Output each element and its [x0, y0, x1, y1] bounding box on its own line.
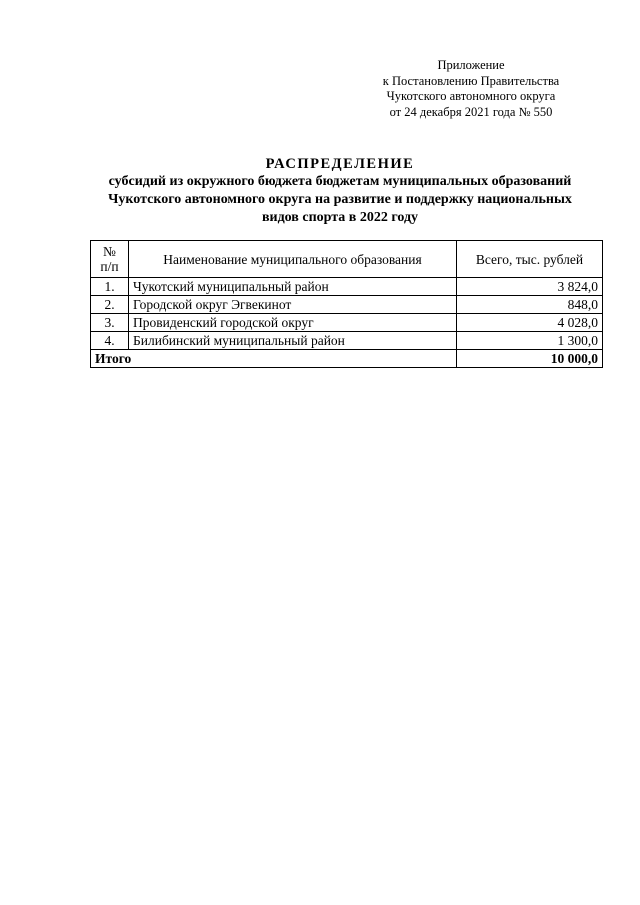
header-municipality: Наименование муниципального образования — [129, 241, 457, 278]
row-amount: 4 028,0 — [457, 314, 603, 332]
subtitle-line: субсидий из окружного бюджета бюджетам муниципальных образований — [108, 174, 572, 189]
row-index: 1. — [91, 278, 129, 296]
row-municipality: Билибинский муниципальный район — [129, 332, 457, 350]
row-municipality: Городской округ Эгвекинот — [129, 296, 457, 314]
appendix-line: Чукотского автономного округа — [386, 89, 556, 103]
table-row — [91, 278, 603, 296]
header-number-abbr: п/п — [100, 259, 119, 274]
table-row — [91, 314, 603, 332]
header-total: Всего, тыс. рублей — [457, 241, 603, 278]
table-total-row — [91, 350, 603, 368]
document-title: РАСПРЕДЕЛЕНИЕ — [265, 156, 415, 172]
subtitle-line: видов спорта в 2022 году — [261, 210, 419, 225]
row-amount: 3 824,0 — [457, 278, 603, 296]
header-number-symbol: № — [103, 244, 116, 259]
row-index: 3. — [91, 314, 129, 332]
row-amount: 1 300,0 — [457, 332, 603, 350]
row-index: 4. — [91, 332, 129, 350]
appendix-line: от 24 декабря 2021 года № 550 — [389, 104, 553, 119]
row-amount: 848,0 — [457, 296, 603, 314]
table-header-row — [91, 241, 603, 278]
total-label: Итого — [91, 350, 457, 368]
appendix-line: Приложение — [437, 58, 505, 72]
row-municipality: Провиденский городской округ — [129, 314, 457, 332]
document-subtitle — [60, 173, 620, 227]
subtitle-line: Чукотского автономного округа на развитие и поддержку национальных — [108, 192, 572, 207]
table-row — [91, 296, 603, 314]
distribution-table — [90, 240, 603, 368]
appendix-block — [360, 58, 582, 120]
header-number — [91, 241, 129, 278]
row-municipality: Чукотский муниципальный район — [129, 278, 457, 296]
total-amount: 10 000,0 — [457, 350, 603, 368]
table-row — [91, 332, 603, 350]
appendix-line: к Постановлению Правительства — [382, 73, 560, 88]
row-index: 2. — [91, 296, 129, 314]
